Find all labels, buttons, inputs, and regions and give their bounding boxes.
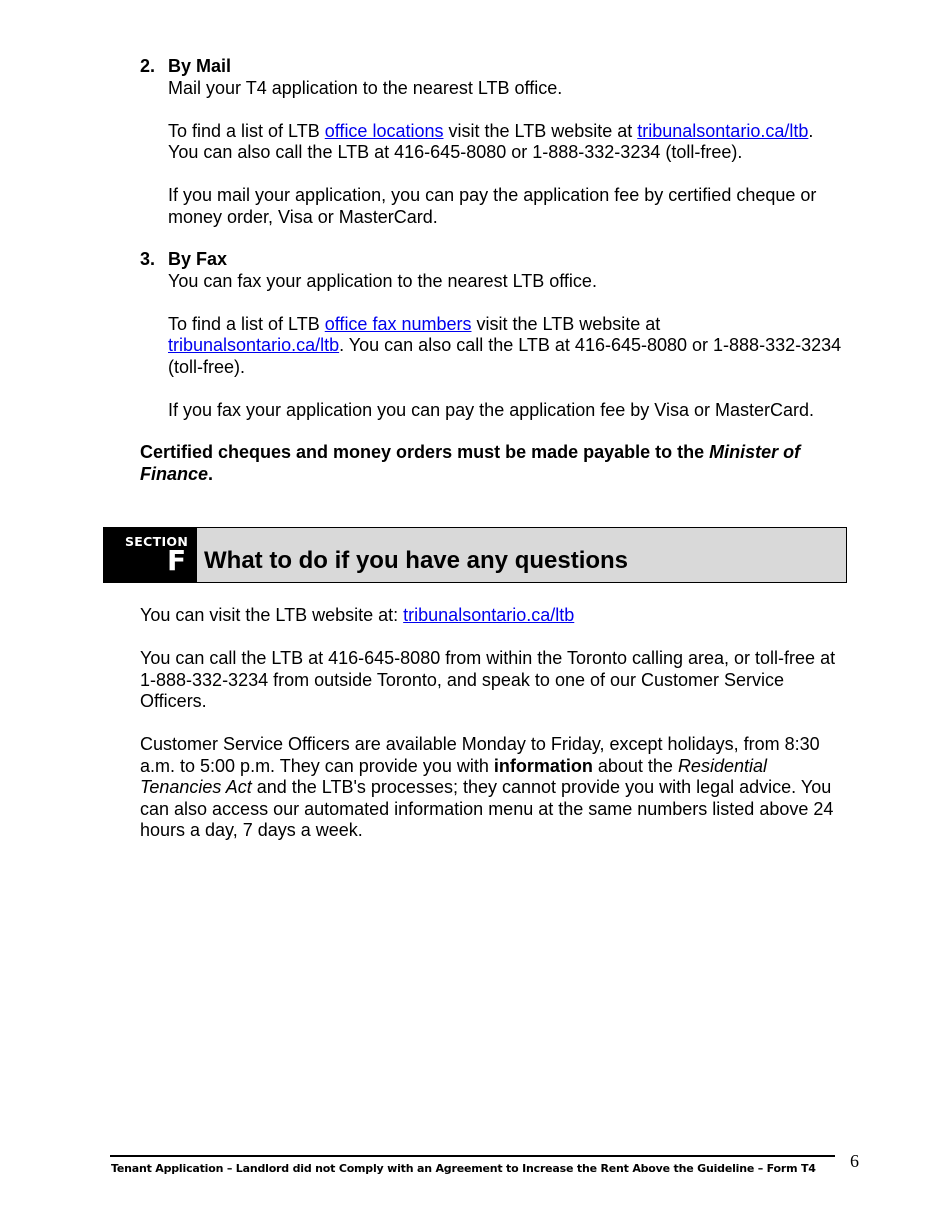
- page-number: 6: [850, 1151, 859, 1171]
- office-fax-numbers-link[interactable]: office fax numbers: [324, 313, 472, 334]
- text-segment: . You can also call the LTB at 416-645-8080 or 1-888-332-3234 (toll-free).: [168, 335, 842, 377]
- list-number-mail: 2.: [140, 56, 156, 76]
- by-fax-heading: By Fax: [168, 249, 228, 269]
- text-segment: Certified cheques and money orders must be made payable to the: [140, 442, 710, 462]
- section-f-header: [103, 527, 847, 583]
- text-segment: You can also call the LTB at 416-645-8080 or 1-888-332-3234 (toll-free).: [168, 142, 743, 162]
- by-mail-item: [168, 56, 848, 228]
- payable-emphasis: Minister of Finance: [140, 442, 801, 484]
- text-segment: Customer Service Officers are available Monday to Friday, except holidays, from 8:30 a.m. to 5:00 p.m. They can provide you with: [140, 734, 820, 776]
- office-locations-link[interactable]: office locations: [324, 120, 444, 141]
- footer-title: Tenant Application – Landlord did not Comply with an Agreement to Increase the Rent Above the Guideline – Form T4: [111, 1162, 816, 1175]
- text-segment: You can visit the LTB website at:: [140, 605, 404, 625]
- text-segment: about the: [592, 755, 678, 776]
- by-mail-find-paragraph: [168, 121, 848, 164]
- text-segment: .: [808, 120, 814, 141]
- text-segment: and the LTB's processes; they cannot provide you with legal advice. You can also access our automated information menu at the same numbers listed above 24 hours a day, 7 days a week.: [140, 777, 834, 840]
- cso-paragraph: [140, 734, 850, 842]
- by-mail-line: Mail your T4 application to the nearest LTB office.: [168, 77, 563, 98]
- questions-body: [140, 605, 850, 842]
- ltb-website-link-fax[interactable]: tribunalsontario.ca/ltb: [168, 335, 340, 355]
- call-paragraph: You can call the LTB at 416-645-8080 from within the Toronto calling area, or toll-free at 1-888-332-3234 from outside Toronto, and speak to one of our Customer Service Officers.: [140, 648, 836, 711]
- text-segment: To find a list of LTB: [168, 313, 325, 334]
- section-word: SECTION: [125, 534, 189, 549]
- list-number-fax: 3.: [140, 249, 156, 269]
- section-title: What to do if you have any questions: [204, 547, 629, 574]
- by-mail-heading: By Mail: [168, 56, 232, 76]
- text-segment: visit the LTB website at: [443, 120, 638, 141]
- by-fax-line: You can fax your application to the nearest LTB office.: [168, 270, 597, 291]
- visit-paragraph: [140, 605, 850, 627]
- payable-note: [140, 442, 840, 485]
- by-fax-item: [168, 249, 848, 421]
- ltb-website-link-questions[interactable]: tribunalsontario.ca/ltb: [403, 605, 575, 625]
- act-title: Residential Tenancies Act: [140, 755, 767, 797]
- footer-rule: [110, 1155, 835, 1157]
- section-letter: F: [167, 544, 187, 577]
- by-fax-payment-paragraph: If you fax your application you can pay the application fee by Visa or MasterCard.: [168, 399, 815, 420]
- section-label-box: [104, 528, 197, 582]
- text-segment: To find a list of LTB: [168, 120, 325, 141]
- text-segment: visit the LTB website at: [471, 313, 661, 334]
- information-emphasis: information: [493, 755, 593, 776]
- by-fax-find-paragraph: [168, 314, 848, 379]
- text-segment: .: [208, 463, 214, 484]
- ltb-website-link-mail[interactable]: tribunalsontario.ca/ltb: [637, 120, 809, 141]
- by-mail-payment-paragraph: If you mail your application, you can pay the application fee by certified cheque or money order, Visa or MasterCard.: [168, 185, 817, 227]
